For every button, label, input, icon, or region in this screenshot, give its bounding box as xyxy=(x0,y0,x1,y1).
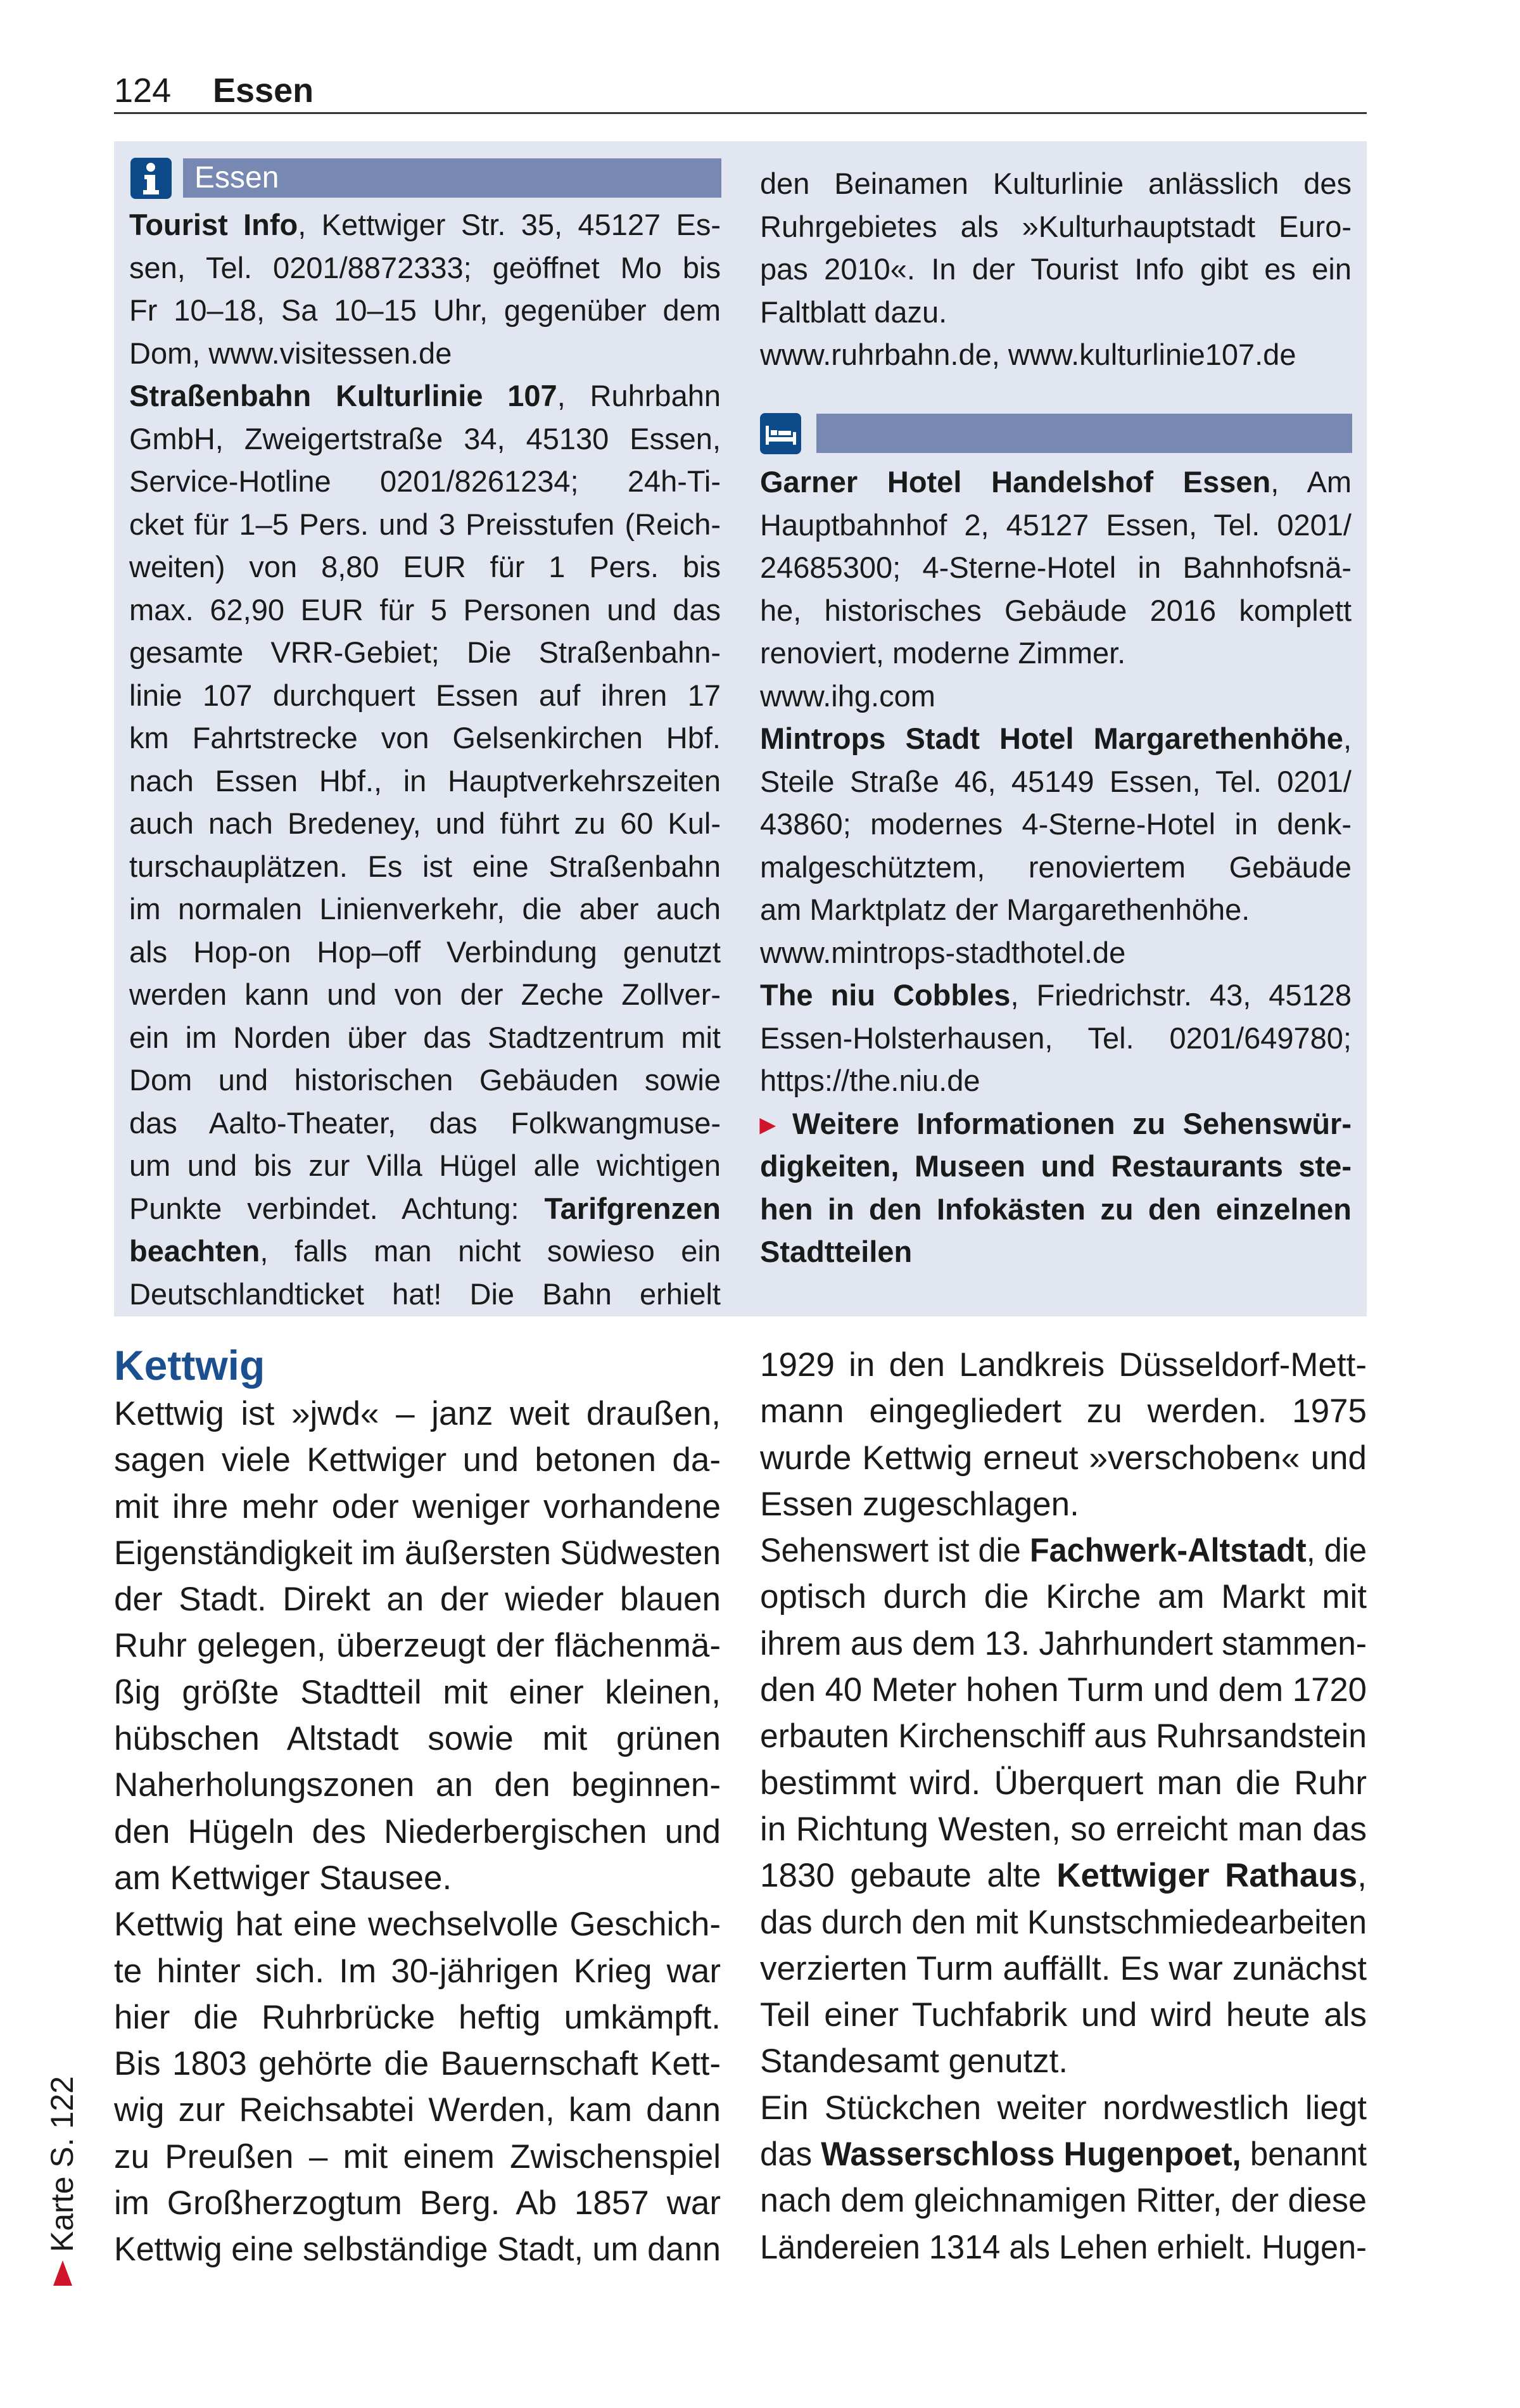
text-line-content: Kettwig ist »jwd« – janz weit draußen, xyxy=(114,1395,721,1432)
triangle-marker-icon xyxy=(53,2260,72,2286)
text-line-content: 43860; modernes 4-Sterne-Hotel in denk- xyxy=(760,807,1352,841)
text-line-content xyxy=(760,1149,1352,1183)
text-line-content: www.ihg.com xyxy=(760,678,935,713)
text-line xyxy=(114,1437,721,1483)
text-line xyxy=(760,675,1352,718)
section-heading-kettwig: Kettwig xyxy=(114,1342,265,1389)
text-line xyxy=(760,974,1352,1017)
text-line xyxy=(760,931,1352,974)
text-line-content: Ländereien 1314 als Lehen erhielt. Hugen- xyxy=(760,2228,1367,2266)
text-line xyxy=(129,845,721,888)
info-left-column xyxy=(129,203,721,1315)
hotel-list xyxy=(760,461,1352,1273)
text-line xyxy=(129,631,721,674)
text-line xyxy=(129,674,721,717)
info-section-title: Essen xyxy=(194,161,279,194)
text-line xyxy=(760,1388,1367,1434)
text-line-content: Kettwig eine selbständige Stadt, um dann xyxy=(114,2231,721,2269)
text-line-content: Steile Straße 46, 45149 Essen, Tel. 0201/ xyxy=(760,764,1352,798)
text-line-content: beachten, falls man nicht sowieso ein xyxy=(129,1234,721,1268)
text-line-content: im normalen Linienverkehr, die aber auch xyxy=(129,892,721,926)
text-line xyxy=(129,1144,721,1187)
text-line xyxy=(129,1273,721,1316)
text-line xyxy=(760,888,1352,931)
text-line-content xyxy=(760,1107,1352,1140)
text-line xyxy=(114,2087,721,2133)
text-line xyxy=(114,1948,721,1994)
text-line xyxy=(114,2134,721,2180)
text-line xyxy=(114,1855,721,1901)
text-line xyxy=(760,461,1352,504)
text-line-content: den Beinamen Kulturlinie anlässlich des xyxy=(760,167,1352,200)
text-line-content: Mintrops Stadt Hotel Margarethenhöhe, xyxy=(760,722,1352,755)
text-line xyxy=(129,1059,721,1102)
text-line xyxy=(760,2038,1367,2084)
text-line-content: im Großherzogtum Berg. Ab 1857 war xyxy=(114,2184,721,2222)
text-line-content: Ruhr gelegen, überzeugt der flächenmä- xyxy=(114,1627,721,1665)
text-line-content: Eigenständigkeit im äußersten Südwesten xyxy=(114,1534,721,1572)
article-left-column xyxy=(114,1391,721,2273)
text-line-content: auch nach Bredeney, und führt zu 60 Kul- xyxy=(129,806,721,840)
text-line xyxy=(760,589,1352,632)
text-line xyxy=(129,417,721,461)
text-line-content: am Kettwiger Stausee. xyxy=(114,1859,452,1897)
text-line-content: Standesamt genutzt. xyxy=(760,2042,1068,2080)
text-line xyxy=(114,1530,721,1576)
text-line-content: sagen viele Kettwiger und betonen da- xyxy=(114,1441,721,1479)
text-line xyxy=(114,1622,721,1669)
article-right-column xyxy=(760,1342,1367,2271)
text-line xyxy=(760,1342,1367,1388)
bold-term: Tarifgrenzen xyxy=(544,1191,721,1225)
text-line xyxy=(114,1809,721,1855)
bold-term: Mintrops Stadt Hotel Margarethenhöhe xyxy=(760,722,1343,755)
bold-term: The niu Cobbles xyxy=(760,978,1011,1012)
text-line-content: als Hop-on Hop–off Verbindung genutzt xyxy=(129,934,721,969)
text-line-content: malgeschütztem, renoviertem Gebäude xyxy=(760,850,1352,884)
text-line-content: ein im Norden über das Stadtzentrum mit xyxy=(129,1020,721,1054)
text-line-content: Service-Hotline 0201/8261234; 24h-Ti- xyxy=(129,464,721,498)
text-line-content: pas 2010«. In der Tourist Info gibt es ein xyxy=(760,252,1352,286)
text-line-content: Bis 1803 gehörte die Bauernschaft Kett- xyxy=(114,2045,721,2083)
text-line-content: Punkte verbindet. Achtung: Tarifgrenzen xyxy=(129,1191,721,1225)
text-line-content: 24685300; 4-Sterne-Hotel in Bahnhofsnä- xyxy=(760,551,1352,584)
text-line xyxy=(114,1391,721,1437)
text-line-content: bestimmt wird. Überquert man die Ruhr xyxy=(760,1764,1367,1802)
text-line-content: The niu Cobbles, Friedrichstr. 43, 45128 xyxy=(760,978,1352,1012)
text-line-content: den Hügeln des Niederbergischen und xyxy=(114,1812,721,1851)
text-line-content: turschauplätzen. Es ist eine Straßenbahn xyxy=(129,849,721,883)
text-line xyxy=(760,546,1352,589)
text-line xyxy=(114,1669,721,1716)
text-line-content: Dom, www.visitessen.de xyxy=(129,336,452,370)
bold-term: Straßenbahn Kulturlinie 107 xyxy=(129,379,557,412)
text-line xyxy=(129,931,721,974)
bed-icon xyxy=(760,413,801,454)
text-line xyxy=(760,1992,1367,2038)
text-line-content: werden kann und von der Zeche Zollver- xyxy=(129,978,721,1011)
text-line xyxy=(760,1946,1367,1992)
text-line-content: nach dem gleichnamigen Ritter, der diese xyxy=(760,2182,1367,2220)
text-line xyxy=(760,1713,1367,1759)
text-line xyxy=(129,802,721,845)
bold-term: hen in den Infokästen zu den einzelnen xyxy=(760,1192,1352,1226)
text-line xyxy=(760,1188,1352,1231)
text-line-content: gesamte VRR-Gebiet; Die Straßenbahn- xyxy=(129,635,721,669)
text-line-content: Sehenswert ist die Fachwerk-Altstadt, die xyxy=(760,1532,1367,1570)
text-line-content: Hauptbahnhof 2, 45127 Essen, Tel. 0201/ xyxy=(760,507,1352,542)
text-line xyxy=(760,1435,1367,1481)
text-line-content: www.ruhrbahn.de, www.kulturlinie107.de xyxy=(760,338,1296,371)
text-line xyxy=(760,2177,1367,2224)
text-line-content: in Richtung Westen, so erreicht man das xyxy=(760,1810,1367,1848)
text-line xyxy=(114,2226,721,2272)
text-line xyxy=(760,1059,1352,1102)
text-line xyxy=(760,205,1352,248)
text-line-content: hübschen Altstadt sowie mit grünen xyxy=(114,1720,721,1758)
text-line-content: der Stadt. Direkt an der wieder blauen xyxy=(114,1581,721,1619)
text-line xyxy=(129,1016,721,1059)
text-line-content: das Aalto-Theater, das Folkwangmuse- xyxy=(129,1105,721,1140)
text-line-content: Fr 10–18, Sa 10–15 Uhr, gegenüber dem xyxy=(129,293,721,327)
text-line-content xyxy=(760,1235,912,1268)
text-line-content: 1830 gebaute alte Kettwiger Rathaus, xyxy=(760,1857,1367,1895)
text-line xyxy=(129,589,721,632)
text-line-content: km Fahrtstrecke von Gelsenkirchen Hbf. xyxy=(129,721,721,755)
text-line xyxy=(760,717,1352,760)
text-line xyxy=(129,374,721,417)
bold-term: Fachwerk-Altstadt xyxy=(1029,1532,1307,1570)
text-line xyxy=(760,1852,1367,1899)
text-line-content: Dom und historischen Gebäuden sowie xyxy=(129,1063,721,1097)
text-line-content: erbauten Kirchenschiff aus Ruhrsandstein xyxy=(760,1717,1367,1755)
text-line-content: wig zur Reichsabtei Werden, kam dann xyxy=(114,2091,721,2129)
bold-term: Garner Hotel Handelshof Essen xyxy=(760,465,1271,499)
text-line xyxy=(129,1102,721,1145)
bold-term: Wasserschloss Hugenpoet, xyxy=(821,2136,1241,2174)
text-line-content: das Wasserschloss Hugenpoet, benannt xyxy=(760,2136,1367,2174)
text-line xyxy=(760,1760,1367,1806)
text-line-content: sen, Tel. 0201/8872333; geöffnet Mo bis xyxy=(129,250,721,284)
text-line-content: Kettwig hat eine wechselvolle Geschich- xyxy=(114,1906,721,1944)
text-line xyxy=(129,717,721,760)
text-line xyxy=(760,1145,1352,1188)
text-line xyxy=(760,1621,1367,1667)
text-line xyxy=(760,504,1352,547)
text-line xyxy=(760,2131,1367,2177)
text-line xyxy=(114,2041,721,2087)
text-line-content: mit ihre mehr oder weniger vorhandene xyxy=(114,1487,721,1526)
text-line xyxy=(760,1230,1352,1273)
text-line xyxy=(129,1230,721,1273)
text-line xyxy=(760,2224,1367,2271)
text-line xyxy=(760,1899,1367,1946)
bold-term: Kettwiger Rathaus xyxy=(1056,1857,1358,1895)
text-line-content: https://the.niu.de xyxy=(760,1064,980,1097)
text-line-content: ßig größte Stadtteil mit einer kleinen, xyxy=(114,1673,721,1711)
text-line-content: he, historisches Gebäude 2016 komplett xyxy=(760,593,1352,627)
text-line xyxy=(129,760,721,803)
text-line xyxy=(760,1527,1367,1574)
text-line-content: Tourist Info, Kettwiger Str. 35, 45127 Es- xyxy=(129,208,721,241)
text-line xyxy=(760,632,1352,675)
text-line-content: um und bis zur Villa Hügel alle wichtigen xyxy=(129,1149,721,1182)
section-title: Essen xyxy=(213,72,314,110)
text-line xyxy=(129,1187,721,1230)
text-line-content: Naherholungszonen an den beginnen- xyxy=(114,1766,721,1804)
text-line xyxy=(114,2180,721,2226)
text-line xyxy=(129,888,721,931)
text-line-content: renoviert, moderne Zimmer. xyxy=(760,636,1126,670)
text-line-content: ihrem aus dem 13. Jahrhundert stammen- xyxy=(760,1624,1367,1662)
text-line-content: wurde Kettwig erneut »verschoben« und xyxy=(760,1439,1367,1477)
text-line xyxy=(760,1667,1367,1713)
text-line xyxy=(129,332,721,375)
info-section-bar xyxy=(183,158,721,198)
text-line xyxy=(760,1017,1352,1060)
text-line-content: linie 107 durchquert Essen auf ihren 17 xyxy=(129,678,721,712)
text-line xyxy=(760,846,1352,889)
text-line xyxy=(114,1762,721,1808)
text-line-content: Ein Stückchen weiter nordwestlich liegt xyxy=(760,2089,1367,2127)
map-reference: Karte S. 122 xyxy=(44,2076,80,2252)
text-line-content: Teil einer Tuchfabrik und wird heute als xyxy=(760,1996,1367,2034)
text-line-content: hier die Ruhrbrücke heftig umkämpft. xyxy=(114,1998,721,2036)
text-line xyxy=(760,162,1352,205)
text-line xyxy=(114,1484,721,1530)
text-line-content: weiten) von 8,80 EUR für 1 Pers. bis xyxy=(129,550,721,583)
text-line-content: cket für 1–5 Pers. und 3 Preisstufen (Reich- xyxy=(129,507,721,541)
text-line-content: Essen-Holsterhausen, Tel. 0201/649780; xyxy=(760,1021,1352,1055)
bold-term: beachten xyxy=(129,1234,260,1268)
text-line xyxy=(760,333,1352,376)
text-line xyxy=(114,1901,721,1947)
text-line xyxy=(114,1716,721,1762)
text-line-content: te hinter sich. Im 30-jährigen Krieg war xyxy=(114,1952,721,1990)
info-right-column-top xyxy=(760,162,1352,376)
text-line-content: verzierten Turm auffällt. Es war zunächst xyxy=(760,1949,1367,1987)
text-line-content: Garner Hotel Handelshof Essen, Am xyxy=(760,465,1352,499)
text-line xyxy=(760,803,1352,846)
text-line xyxy=(129,246,721,290)
text-line xyxy=(760,1574,1367,1620)
text-line-content xyxy=(760,1192,1352,1226)
text-line-content: mann eingegliedert zu werden. 1975 xyxy=(760,1392,1367,1430)
text-line xyxy=(114,1576,721,1622)
text-line-content: 1929 in den Landkreis Düsseldorf-Mett- xyxy=(760,1346,1367,1384)
text-line-content: den 40 Meter hohen Turm und dem 1720 xyxy=(760,1671,1367,1709)
text-line-content: Deutschlandticket hat! Die Bahn erhielt xyxy=(129,1277,721,1311)
text-line-content: www.mintrops-stadthotel.de xyxy=(760,935,1126,969)
text-line xyxy=(129,973,721,1016)
text-line xyxy=(760,1481,1367,1527)
text-line xyxy=(760,291,1352,334)
text-line-content: Straßenbahn Kulturlinie 107, Ruhrbahn xyxy=(129,379,721,412)
header-rule xyxy=(114,112,1367,114)
text-line-content: max. 62,90 EUR für 5 Personen und das xyxy=(129,592,721,627)
bold-term: ▸ Weitere Informationen zu Sehenswür- xyxy=(760,1106,1352,1140)
text-line-content: am Marktplatz der Margarethenhöhe. xyxy=(760,893,1250,926)
info-icon xyxy=(130,158,172,199)
text-line xyxy=(129,460,721,503)
page-number: 124 xyxy=(114,72,172,110)
text-line xyxy=(129,503,721,546)
text-line xyxy=(129,203,721,246)
bold-term: Tourist Info xyxy=(129,208,298,241)
text-line-content: optisch durch die Kirche am Markt mit xyxy=(760,1578,1367,1616)
text-line-content: Essen zugeschlagen. xyxy=(760,1485,1079,1523)
text-line-content: GmbH, Zweigertstraße 34, 45130 Essen, xyxy=(129,421,721,455)
text-line xyxy=(760,248,1352,291)
text-line-content: das durch den mit Kunstschmiedearbeiten xyxy=(760,1903,1367,1941)
text-line-content: zu Preußen – mit einem Zwischenspiel xyxy=(114,2137,721,2175)
text-line xyxy=(760,760,1352,803)
text-line xyxy=(760,2085,1367,2131)
bold-term: digkeiten, Museen und Restaurants ste- xyxy=(760,1149,1352,1183)
text-line xyxy=(760,1806,1367,1852)
arrow-marker-icon: ▸ xyxy=(760,1106,775,1140)
text-line xyxy=(760,1102,1352,1145)
text-line xyxy=(129,289,721,332)
text-line xyxy=(114,1994,721,2041)
text-line xyxy=(129,545,721,589)
text-line-content: Faltblatt dazu. xyxy=(760,295,947,329)
text-line-content: nach Essen Hbf., in Hauptverkehrszeiten xyxy=(129,763,721,798)
bold-term: Stadtteilen xyxy=(760,1235,913,1268)
text-line-content: Ruhrgebietes als »Kulturhauptstadt Euro- xyxy=(760,209,1352,243)
hotel-section-bar xyxy=(816,414,1352,453)
